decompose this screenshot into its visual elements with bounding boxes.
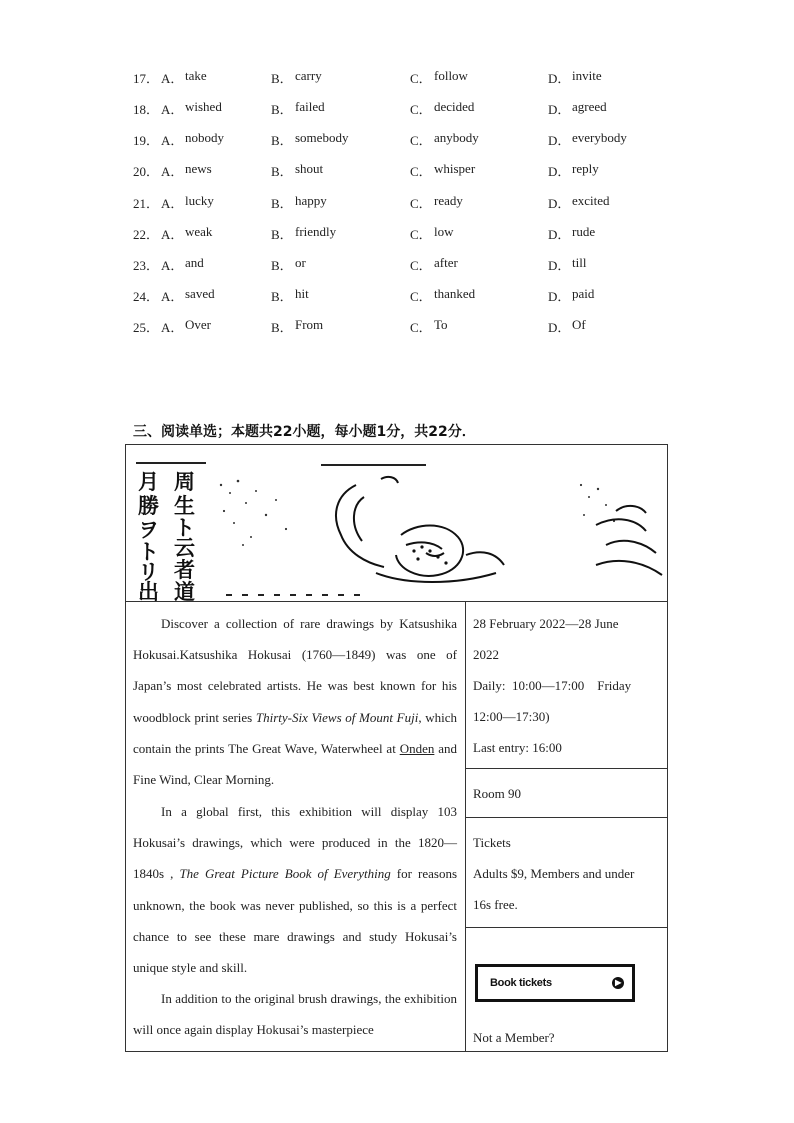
option-label-c: C．: [410, 320, 432, 335]
tickets-label: Tickets: [473, 835, 511, 850]
option-label-a: A．: [161, 71, 184, 86]
hokusai-drawing-banner: [126, 445, 667, 602]
option-a: saved: [185, 286, 215, 301]
option-c: ready: [434, 193, 463, 208]
option-a: and: [185, 255, 204, 270]
option-d: till: [572, 255, 587, 270]
article-text: [126, 602, 466, 1052]
option-label-c: C．: [410, 102, 432, 117]
option-label-a: A．: [161, 102, 184, 117]
option-d: reply: [572, 161, 599, 176]
question-number: 22．: [133, 227, 160, 242]
question-number: 20．: [133, 164, 160, 179]
price-line-1: Adults $9, Members and under: [473, 866, 635, 881]
arrow-right-icon: ▶: [612, 977, 624, 989]
option-c: To: [434, 317, 448, 332]
last-entry: Last entry: 16:00: [473, 740, 562, 755]
room-cell: [466, 769, 667, 818]
sketch-illustration: [126, 445, 667, 601]
question-number: 25．: [133, 320, 160, 335]
option-d: Of: [572, 317, 586, 332]
article-paragraph-1: [133, 608, 457, 795]
option-label-a: A．: [161, 320, 184, 335]
option-a: weak: [185, 224, 213, 239]
option-label-d: D．: [548, 227, 571, 242]
option-d: excited: [572, 193, 610, 208]
option-label-d: D．: [548, 164, 571, 179]
option-d: paid: [572, 286, 595, 301]
option-label-b: B．: [271, 227, 293, 242]
question-number: 24．: [133, 289, 160, 304]
p1-start: Discover a collection of rare drawings by Katsushika Hokusai.Katsushika Hokusai (1760—1849) was one of Japan’s most celebrated artists. He was best known for his woodblock print series: [133, 616, 457, 725]
hours-line-1: Daily: 10:00—17:00 Friday: [473, 678, 632, 693]
option-label-d: D．: [548, 320, 571, 335]
option-b: friendly: [295, 224, 337, 239]
option-d: everybody: [572, 130, 627, 145]
option-label-b: B．: [271, 289, 293, 304]
not-member-link[interactable]: Not a Member?: [473, 1030, 555, 1045]
option-label-c: C．: [410, 133, 432, 148]
p2-end: for reasons unknown, the book was never published, so this is a perfect chance to see these mare drawings and study Hokusai’s unique style and skill.: [133, 866, 458, 976]
option-b: or: [295, 255, 306, 270]
option-label-a: A．: [161, 258, 184, 273]
p3-text: In addition to the original brush drawings, the exhibition will once again display Hokusai’s masterpiece: [133, 991, 457, 1038]
option-label-b: B．: [271, 133, 293, 148]
option-a: news: [185, 161, 212, 176]
p1-end: and Fine Wind, Clear Morning.: [133, 740, 457, 788]
option-label-c: C．: [410, 289, 432, 304]
p2-title: The Great Picture Book of Everything: [179, 866, 391, 882]
option-label-b: B．: [271, 71, 293, 86]
option-label-a: A．: [161, 133, 184, 148]
glyph-col1-1: 勝: [138, 494, 159, 518]
option-label-d: D．: [548, 196, 571, 211]
article-paragraph-2: [133, 796, 457, 983]
option-label-b: B．: [271, 320, 293, 335]
glyph-col1-5: 出: [138, 580, 159, 601]
glyph-col2-1: 生: [174, 494, 195, 518]
room: Room 90: [473, 786, 522, 801]
option-a: wished: [185, 99, 222, 114]
glyph-col2-5: 道: [174, 580, 195, 601]
question-number: 18．: [133, 102, 160, 117]
option-b: carry: [295, 68, 322, 83]
option-a: take: [185, 68, 207, 83]
option-c: anybody: [434, 130, 479, 145]
option-label-a: A．: [161, 227, 184, 242]
option-b: somebody: [295, 130, 349, 145]
option-d: agreed: [572, 99, 607, 114]
glyph-col1-0: 月: [138, 470, 159, 494]
option-label-b: B．: [271, 258, 293, 273]
option-label-b: B．: [271, 196, 293, 211]
option-label-d: D．: [548, 289, 571, 304]
option-label-d: D．: [548, 133, 571, 148]
option-label-c: C．: [410, 196, 432, 211]
p1-mid: , which contain the prints The Great Wave, Waterwheel at: [133, 709, 457, 756]
date-line-2: 2022: [473, 647, 499, 662]
option-label-c: C．: [410, 71, 432, 86]
glyph-col1-4: リ: [138, 560, 159, 584]
article-paragraph-3: [133, 983, 457, 1045]
option-d: invite: [572, 68, 602, 83]
p2-start: In a global first, this exhibition will display 103 Hokusai’s drawings, which were produced in the 1820—1840s ,: [133, 804, 457, 882]
option-label-b: B．: [271, 102, 293, 117]
exhibition-box: [125, 444, 668, 1052]
book-tickets-button[interactable]: [475, 964, 635, 1002]
option-c: thanked: [434, 286, 476, 301]
option-label-a: A．: [161, 164, 184, 179]
option-b: failed: [295, 99, 325, 114]
option-c: whisper: [434, 161, 476, 176]
option-b: From: [295, 317, 324, 332]
option-label-c: C．: [410, 227, 432, 242]
option-c: decided: [434, 99, 475, 114]
option-a: lucky: [185, 193, 214, 208]
date-line-1: 28 February 2022—28 June: [473, 616, 619, 631]
price-line-2: 16s free.: [473, 897, 518, 912]
p1-underlined: Onden: [399, 740, 435, 756]
question-number: 17．: [133, 71, 160, 86]
glyph-col2-4: 者: [174, 558, 195, 582]
exhibition-info: [466, 602, 667, 1052]
option-label-c: C．: [410, 258, 432, 273]
option-label-d: D．: [548, 71, 571, 86]
option-d: rude: [572, 224, 596, 239]
question-number: 21．: [133, 196, 160, 211]
glyph-col2-0: 周: [174, 470, 195, 494]
booking-cell: [466, 928, 667, 1052]
glyph-col1-2: ヲ: [138, 518, 159, 542]
option-c: after: [434, 255, 458, 270]
option-label-d: D．: [548, 102, 571, 117]
option-a: Over: [185, 317, 211, 332]
option-a: nobody: [185, 130, 224, 145]
section-heading: 三、阅读单选；本题共22小题，每小题1分，共22分．: [133, 424, 476, 440]
glyph-col2-3: 云: [174, 536, 195, 560]
figure-sketch: [336, 477, 662, 582]
tickets-cell: [466, 818, 667, 928]
option-b: hit: [295, 286, 309, 301]
hours-line-2: 12:00—17:30): [473, 709, 550, 724]
option-label-b: B．: [271, 164, 293, 179]
option-label-a: A．: [161, 289, 184, 304]
option-label-d: D．: [548, 258, 571, 273]
option-b: happy: [295, 193, 327, 208]
question-number: 23．: [133, 258, 160, 273]
option-b: shout: [295, 161, 324, 176]
glyph-col1-3: ト: [138, 540, 159, 564]
option-label-c: C．: [410, 164, 432, 179]
question-number: 19．: [133, 133, 160, 148]
glyph-col2-2: ト: [174, 516, 195, 540]
p1-title: Thirty-Six Views of Mount Fuji: [255, 709, 419, 725]
option-c: follow: [434, 68, 468, 83]
ink-speckles: [220, 480, 615, 546]
book-tickets-label: Book tickets: [490, 977, 552, 989]
option-label-a: A．: [161, 196, 184, 211]
dates-and-hours: [466, 602, 667, 769]
option-c: low: [434, 224, 454, 239]
